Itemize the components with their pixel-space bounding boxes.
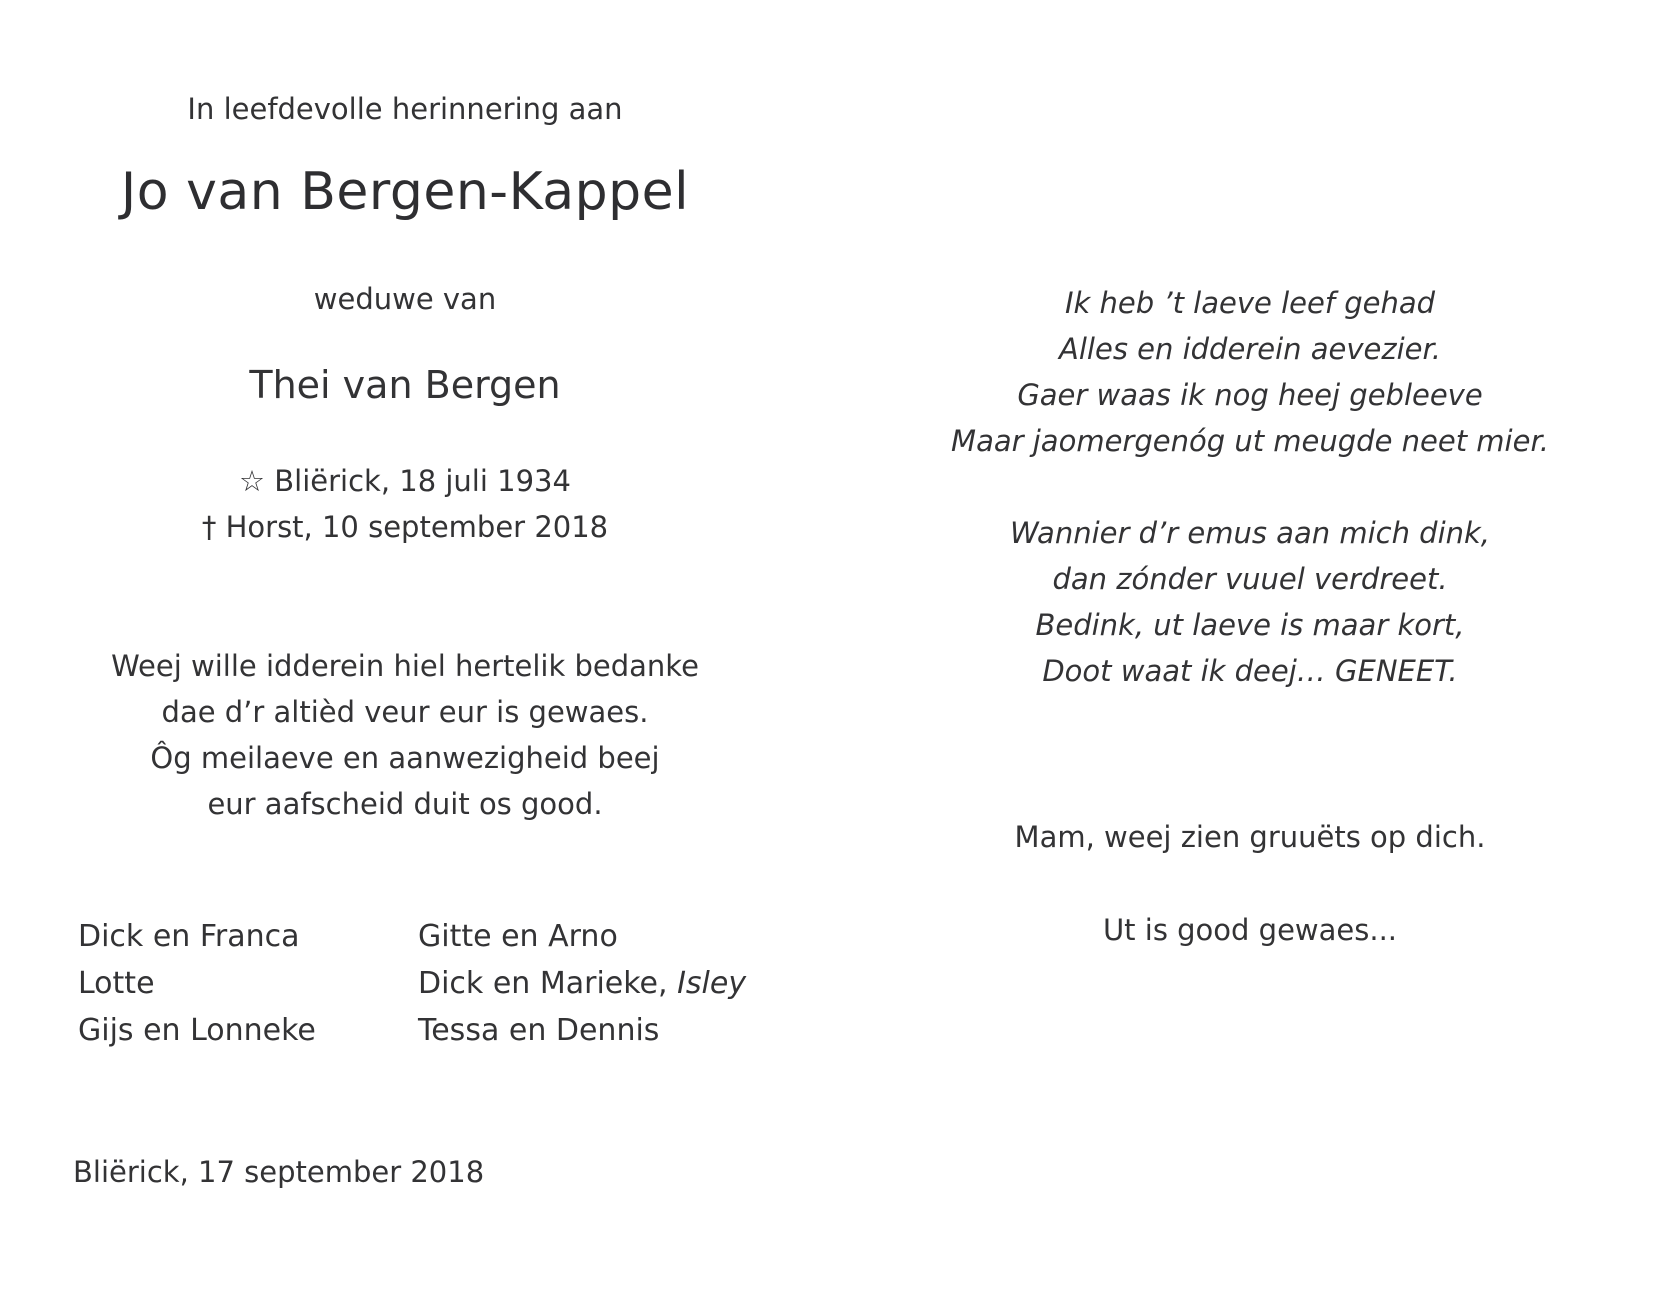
thanks-line: eur aafscheid duit os good.	[207, 787, 603, 821]
poem-line: Alles en idderein aevezier.	[1059, 332, 1441, 366]
family-entry: Gitte en Arno	[418, 919, 618, 954]
family-entry: Gijs en Lonneke	[78, 1013, 316, 1048]
family-entry: Lotte	[78, 966, 155, 1001]
closing-line-2: Ut is good gewaes...	[1102, 913, 1398, 947]
poem-line: dan zónder vuuel verdreet.	[1052, 562, 1448, 596]
thanks-line: Weej wille idderein hiel hertelik bedanke	[111, 649, 699, 683]
thanks-line: dae d’r altièd veur eur is gewaes.	[161, 695, 649, 729]
closing-line-1: Mam, weej zien gruuëts op dich.	[1014, 820, 1486, 854]
thanks-paragraph	[70, 643, 740, 827]
thanks-line: Ôg meilaeve en aanwezigheid beej	[150, 741, 660, 775]
spouse-name: Thei van Bergen	[249, 363, 561, 407]
poem-line: Maar jaomergenóg ut meugde neet mier.	[951, 424, 1549, 458]
poem	[920, 280, 1580, 740]
family-column-1	[78, 913, 398, 1054]
widow-of-text: weduwe van	[313, 282, 497, 316]
family-column-2	[418, 913, 818, 1054]
family-entry-child: Isley	[677, 966, 747, 1001]
family-entry	[418, 960, 818, 1007]
poem-line: Doot waat ik deej… GENEET.	[1042, 654, 1458, 688]
family-entry: Dick en Franca	[78, 919, 300, 954]
life-dates	[70, 458, 740, 550]
poem-line: Ik heb ’t laeve leef gehad	[1064, 286, 1436, 320]
poem-line: Bedink, ut laeve is maar kort,	[1035, 608, 1465, 642]
birth-line: ☆ Bliërick, 18 juli 1934	[239, 464, 571, 498]
intro-text: In leefdevolle herinnering aan	[187, 92, 623, 126]
poem-line: Wannier d’r emus aan mich dink,	[1009, 516, 1491, 550]
poem-stanza-2	[920, 510, 1580, 694]
death-line: † Horst, 10 september 2018	[201, 510, 609, 544]
family-entry: Tessa en Dennis	[418, 1013, 660, 1048]
place-date: Bliërick, 17 september 2018	[73, 1155, 485, 1189]
poem-line: Gaer waas ik nog heej gebleeve	[1017, 378, 1483, 412]
poem-stanza-1	[920, 280, 1580, 464]
family-entry-names: Dick en Marieke,	[418, 966, 678, 1001]
deceased-name: Jo van Bergen-Kappel	[120, 162, 690, 222]
